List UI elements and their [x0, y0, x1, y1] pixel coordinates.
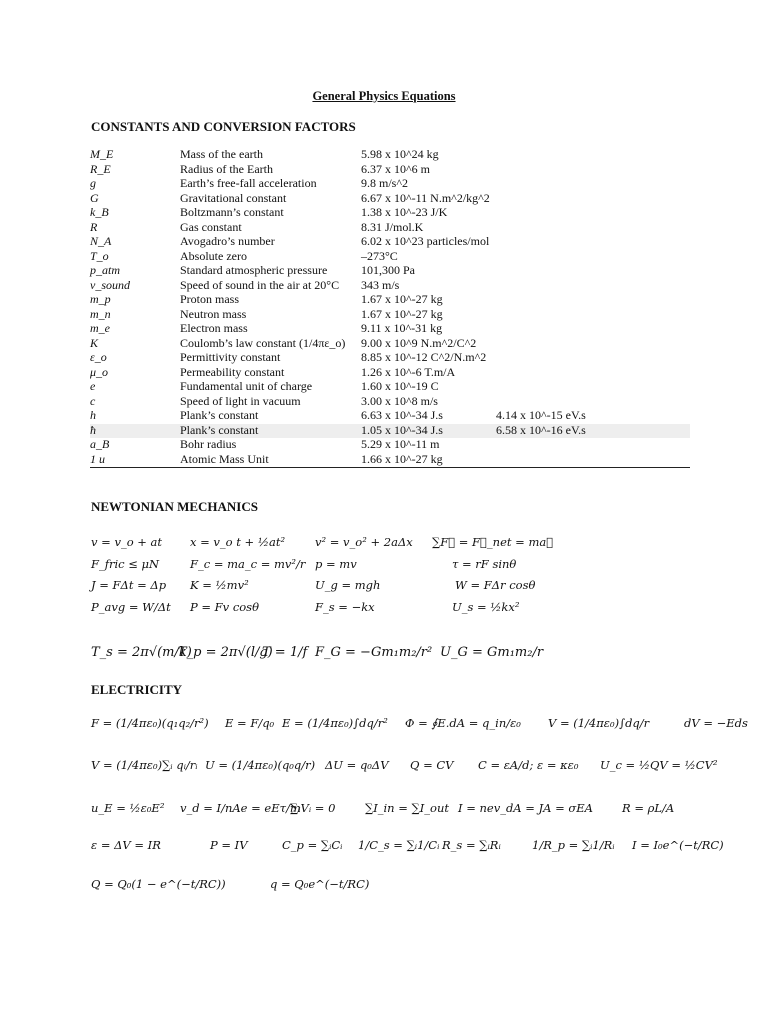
- constant-alt-value: [496, 366, 690, 381]
- constant-value: 8.85 x 10^-12 C^2/N.m^2: [361, 350, 487, 364]
- constant-row: [90, 424, 690, 439]
- constant-symbol: R_E: [90, 161, 111, 176]
- constant-symbol: ħ: [90, 424, 180, 439]
- equation: I = I₀e^(−t/RC): [632, 838, 724, 852]
- constant-symbol: μ_o: [90, 364, 109, 379]
- constant-row: [90, 206, 690, 221]
- constant-row: [90, 395, 690, 410]
- equation: q = Q₀e^(−t/RC): [270, 877, 370, 891]
- constant-symbol: p_atm: [90, 263, 120, 277]
- equation: U_g = mgh: [315, 578, 381, 592]
- equation: E = (1/4πε₀)∫dq/r²: [282, 716, 388, 730]
- constant-value: 101,300 Pa: [361, 263, 415, 277]
- constant-value: 1.60 x 10^-19 C: [361, 379, 439, 393]
- equation: v_d = I/nAe = eEτ/m: [180, 801, 301, 815]
- constant-row: [90, 235, 690, 250]
- constant-alt-value: [496, 438, 690, 453]
- constant-symbol: R: [90, 219, 98, 234]
- equation: x = v_o t + ½at²: [190, 535, 286, 549]
- equation: U_s = ½kx²: [452, 600, 520, 614]
- constant-value: 1.67 x 10^-27 kg: [361, 306, 443, 321]
- constant-value: –273°C: [361, 248, 398, 263]
- constant-value: 9.00 x 10^9 N.m^2/C^2: [361, 335, 477, 350]
- constant-name: Gravitational constant: [180, 190, 287, 205]
- constant-symbol: a_B: [90, 437, 110, 451]
- constant-value: 9.11 x 10^-31 kg: [361, 321, 443, 335]
- equation: ∑ᵢVᵢ = 0: [290, 801, 336, 815]
- constant-symbol: m_n: [90, 306, 111, 321]
- constant-alt-value: 4.14 x 10^-15 eV.s: [496, 408, 586, 422]
- constant-value: 343 m/s: [361, 277, 400, 292]
- constant-value: 6.02 x 10^23 particles/mol: [361, 234, 490, 248]
- constant-row: [90, 453, 690, 468]
- constant-symbol: ε_o: [90, 350, 107, 364]
- constant-symbol: v_sound: [90, 277, 130, 292]
- constant-name: Speed of light in vacuum: [180, 393, 301, 408]
- constant-alt-value: [496, 177, 690, 192]
- constant-value: 6.37 x 10^6 m: [361, 161, 430, 176]
- constant-row: [90, 177, 690, 192]
- constant-name: Proton mass: [180, 292, 240, 306]
- constant-value: 3.00 x 10^8 m/s: [361, 393, 438, 408]
- constant-row: [90, 221, 690, 236]
- constant-name: Atomic Mass Unit: [180, 453, 361, 468]
- constant-name: Plank’s constant: [180, 408, 259, 422]
- equation: V = (1/4πε₀)∑ᵢ qᵢ/rᵢ: [91, 758, 198, 772]
- constant-value: 1.26 x 10^-6 T.m/A: [361, 364, 456, 379]
- constant-value: 1.05 x 10^-34 J.s: [361, 424, 496, 439]
- constant-row: [90, 308, 690, 323]
- constant-row: [90, 293, 690, 308]
- equation: τ = rF sinθ: [452, 557, 517, 571]
- constant-alt-value: [496, 293, 690, 308]
- constant-alt-value: [496, 163, 690, 178]
- constant-value: 6.67 x 10^-11 N.m^2/kg^2: [361, 190, 490, 205]
- constant-name: Earth’s free-fall acceleration: [180, 176, 317, 190]
- constant-row: [90, 380, 690, 395]
- equation: Φ = ∮E.dA = q_in/ε₀: [405, 716, 521, 730]
- constant-row: [90, 264, 690, 279]
- equation: E = F/q₀: [225, 716, 275, 730]
- equation: dV = −Eds: [684, 716, 748, 730]
- constant-alt-value: [496, 206, 690, 221]
- equation: F = (1/4πε₀)(q₁q₂/r²): [91, 716, 209, 730]
- equation: F_G = −Gm₁m₂/r²: [315, 645, 433, 660]
- constant-alt-value: [496, 235, 690, 250]
- constant-symbol: h: [90, 408, 96, 422]
- constant-name: Plank’s constant: [180, 424, 361, 439]
- constant-alt-value: [496, 250, 690, 265]
- constant-value: 9.8 m/s^2: [361, 176, 408, 190]
- equation: Q = Q₀(1 − e^(−t/RC)): [91, 877, 226, 891]
- equation: K = ½mv²: [190, 578, 249, 592]
- constant-symbol: g: [90, 176, 96, 190]
- constant-row: [90, 409, 690, 424]
- constant-symbol: m_e: [90, 321, 110, 335]
- constant-name: Avogadro’s number: [180, 234, 275, 248]
- constant-row: [90, 438, 690, 453]
- constant-value: 1.66 x 10^-27 kg: [361, 453, 496, 468]
- equation: C_p = ∑ᵢCᵢ: [282, 838, 343, 852]
- constant-name: Mass of the earth: [180, 147, 263, 161]
- constant-name: Gas constant: [180, 219, 242, 234]
- equation: U = (1/4πε₀)(q₀q/r): [205, 758, 316, 772]
- equation: ∑I_in = ∑I_out: [365, 801, 449, 815]
- constant-row: [90, 163, 690, 178]
- constant-name: Absolute zero: [180, 248, 247, 263]
- constant-row: [90, 148, 690, 163]
- constant-symbol: k_B: [90, 205, 109, 219]
- equation: R = ρL/A: [622, 801, 675, 815]
- constant-name: Permeability constant: [180, 364, 285, 379]
- constant-symbol: N_A: [90, 234, 112, 248]
- constant-symbol: e: [90, 379, 96, 393]
- constant-symbol: 1 u: [90, 453, 180, 468]
- equation: F_fric ≤ μN: [91, 557, 160, 571]
- constant-symbol: M_E: [90, 147, 114, 161]
- constant-alt-value: [496, 351, 690, 366]
- constant-alt-value: [496, 264, 690, 279]
- constant-value: 6.63 x 10^-34 J.s: [361, 408, 443, 422]
- equation: C = εA/d; ε = κε₀: [478, 758, 579, 772]
- constant-name: Standard atmospheric pressure: [180, 263, 328, 277]
- constant-symbol: K: [90, 335, 99, 350]
- equation: V = (1/4πε₀)∫dq/r: [548, 716, 650, 730]
- section-heading-constants: CONSTANTS AND CONVERSION FACTORS: [91, 119, 356, 134]
- constant-alt-value: [496, 192, 690, 207]
- equation: R_s = ∑ᵢRᵢ: [442, 838, 501, 852]
- equation: U_G = Gm₁m₂/r: [440, 645, 544, 660]
- equation: F_c = ma_c = mv²/r: [190, 557, 306, 571]
- constant-alt-value: [496, 221, 690, 236]
- constant-name: Electron mass: [180, 321, 248, 335]
- equation: W = FΔr cosθ: [455, 578, 536, 592]
- constant-alt-value: [496, 337, 690, 352]
- constant-row: [90, 366, 690, 381]
- section-heading-mechanics: NEWTONIAN MECHANICS: [91, 499, 258, 514]
- constant-row: [90, 351, 690, 366]
- equation: P = Fv cosθ: [190, 600, 260, 614]
- equation: P_avg = W/Δt: [91, 600, 171, 614]
- constant-alt-value: [496, 279, 690, 294]
- constant-symbol: m_p: [90, 292, 111, 306]
- equation: ΔU = q₀ΔV: [325, 758, 389, 772]
- constant-symbol: T_o: [90, 248, 109, 263]
- equation: u_E = ½ε₀E²: [91, 801, 165, 815]
- constant-symbol: c: [90, 393, 96, 408]
- constant-value: 5.29 x 10^-11 m: [361, 437, 440, 451]
- constant-name: Fundamental unit of charge: [180, 379, 313, 393]
- equation: T = 1/f: [262, 645, 308, 660]
- constant-alt-value: [496, 453, 690, 468]
- constant-alt-value: [496, 395, 690, 410]
- equation: J = FΔt = Δp: [91, 578, 167, 592]
- constant-alt-value: 6.58 x 10^-16 eV.s: [496, 424, 690, 439]
- constant-alt-value: [496, 148, 690, 163]
- constant-row: [90, 250, 690, 265]
- constant-name: Speed of sound in the air at 20°C: [180, 277, 340, 292]
- equation: v² = v_o² + 2aΔx: [315, 535, 413, 549]
- constant-value: 1.67 x 10^-27 kg: [361, 292, 443, 306]
- equation: 1/C_s = ∑ᵢ1/Cᵢ: [358, 838, 440, 852]
- equation: T_s = 2π√(m/k): [91, 645, 192, 660]
- constant-name: Neutron mass: [180, 306, 247, 321]
- equation: p = mv: [315, 557, 357, 571]
- constants-table: [90, 148, 690, 468]
- equation: P = IV: [210, 838, 248, 852]
- equation: ε = ΔV = IR: [91, 838, 161, 852]
- constant-name: Boltzmann’s constant: [180, 205, 284, 219]
- page-title: General Physics Equations: [312, 89, 456, 103]
- constant-name: Radius of the Earth: [180, 161, 273, 176]
- constant-value: 8.31 J/mol.K: [361, 219, 424, 234]
- constant-name: Bohr radius: [180, 437, 237, 451]
- equation: U_c = ½QV = ½CV²: [600, 758, 718, 772]
- constant-name: Coulomb’s law constant (1/4πε_o): [180, 335, 346, 350]
- constant-value: 5.98 x 10^24 kg: [361, 147, 439, 161]
- constant-symbol: G: [90, 190, 99, 205]
- constant-row: [90, 192, 690, 207]
- constant-name: Permittivity constant: [180, 350, 281, 364]
- equation: v = v_o + at: [91, 535, 163, 549]
- constant-row: [90, 322, 690, 337]
- equation: T_p = 2π√(l/g): [178, 645, 273, 660]
- constant-alt-value: [496, 380, 690, 395]
- equation: F_s = −kx: [315, 600, 375, 614]
- constant-row: [90, 337, 690, 352]
- constant-alt-value: [496, 308, 690, 323]
- section-heading-electricity: ELECTRICITY: [91, 682, 183, 697]
- equation: Q = CV: [410, 758, 454, 772]
- constant-value: 1.38 x 10^-23 J/K: [361, 205, 448, 219]
- equation: ∑F⃗ = F⃗_net = ma⃗: [432, 535, 554, 549]
- equation: I = nev_dA = JA = σEA: [458, 801, 593, 815]
- constant-row: [90, 279, 690, 294]
- equation: 1/R_p = ∑ᵢ1/Rᵢ: [532, 838, 615, 852]
- constant-alt-value: [496, 322, 690, 337]
